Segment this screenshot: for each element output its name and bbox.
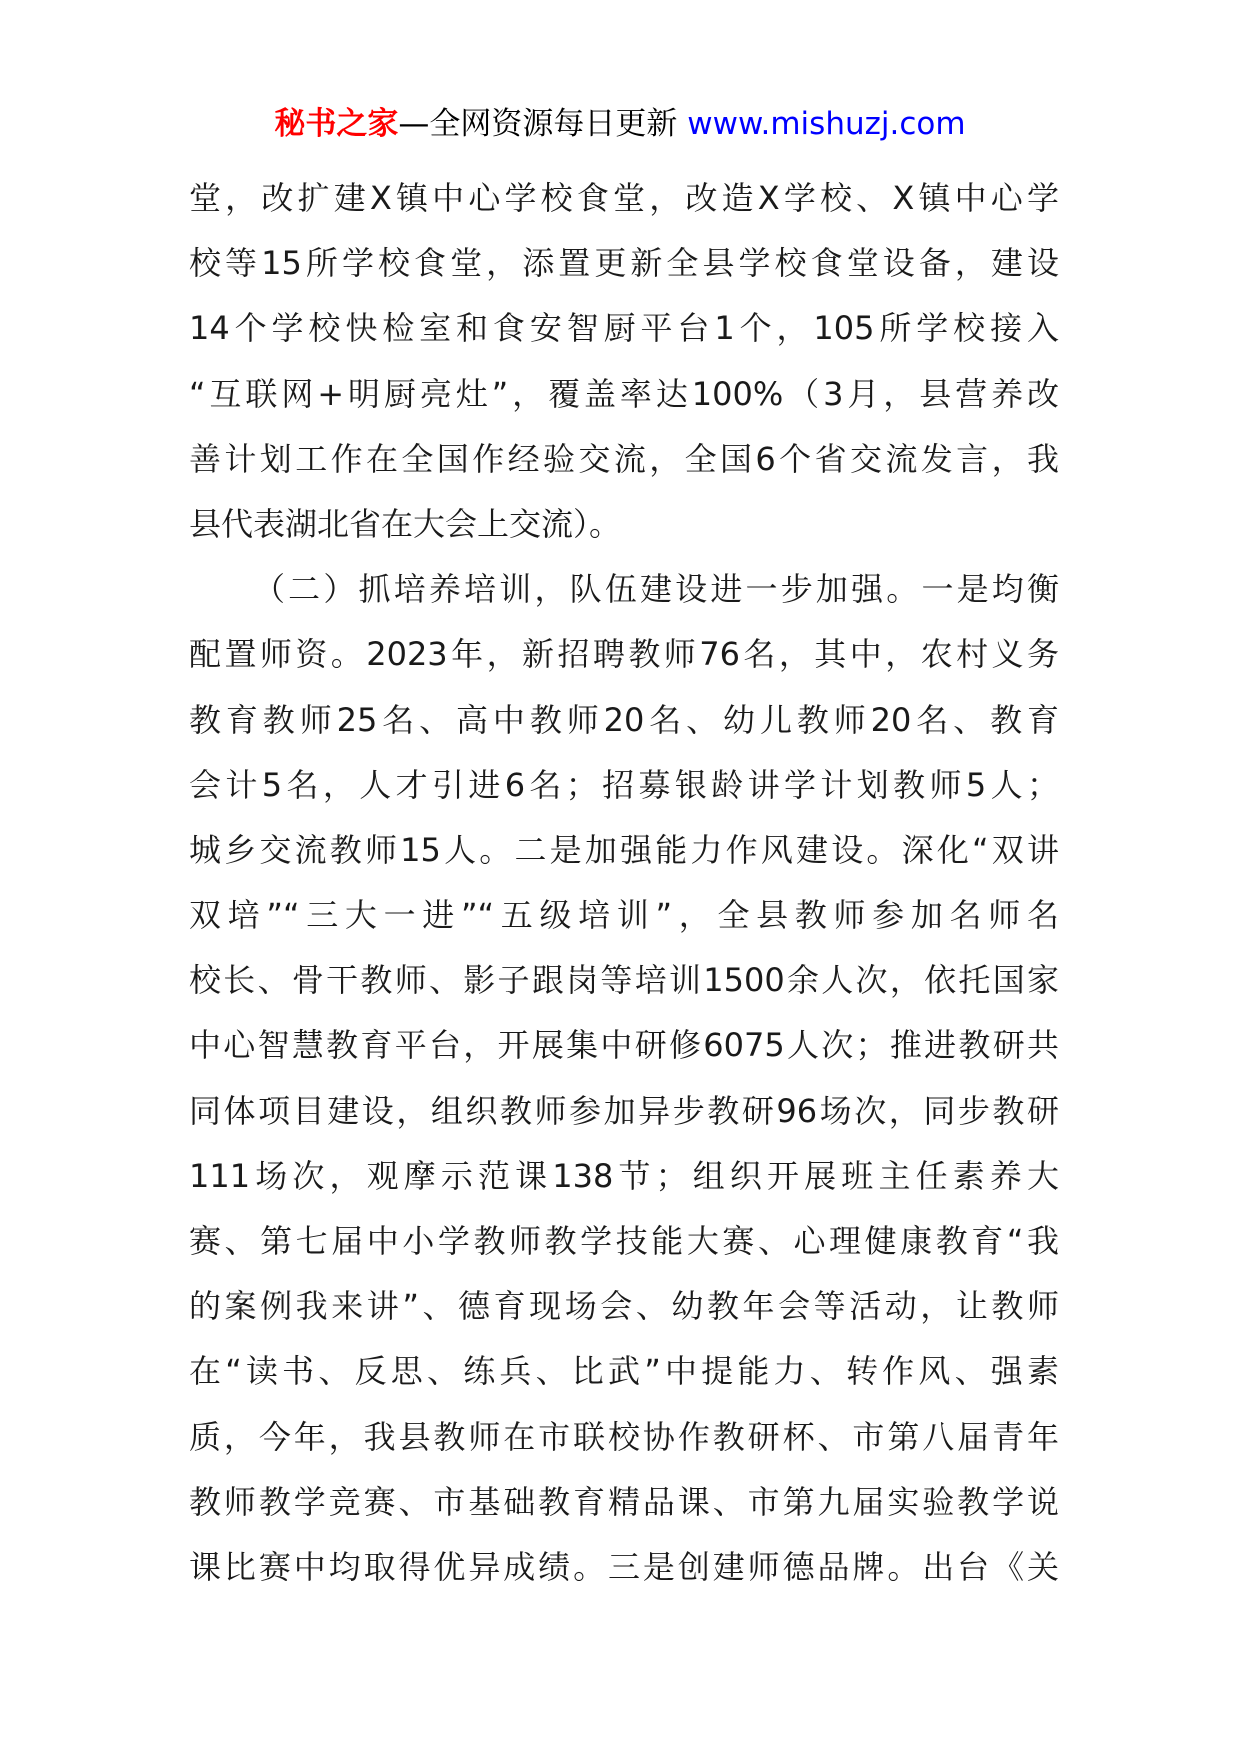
- text-line: 城乡交流教师15人。二是加强能力作风建设。深化“双讲: [189, 830, 1059, 869]
- text-line: 的案例我来讲”、德育现场会、幼教年会等活动，让教师: [189, 1287, 1059, 1326]
- text-line: 教师教学竞赛、市基础教育精品课、市第九届实验教学说: [189, 1482, 1059, 1521]
- text-line: 配置师资。2023年，新招聘教师76名，其中，农村义务: [189, 635, 1059, 674]
- text-line: 堂，改扩建X镇中心学校食堂，改造X学校、X镇中心学: [189, 179, 1059, 217]
- website-link[interactable]: www.mishuzj.com: [687, 106, 966, 142]
- text-line: 111场次，观摩示范课138节；组织开展班主任素养大: [189, 1156, 1059, 1195]
- text-line: 同体项目建设，组织教师参加异步教研96场次，同步教研: [189, 1091, 1059, 1130]
- page-header: [0, 102, 1240, 146]
- text-line: 赛、第七届中小学教师教学技能大赛、心理健康教育“我: [189, 1222, 1059, 1260]
- text-line: 中心智慧教育平台，开展集中研修6075人次；推进教研共: [189, 1026, 1059, 1065]
- text-line: 双培”“三大一进”“五级培训”，全县教师参加名师名: [189, 896, 1059, 935]
- text-line: 会计5名，人才引进6名；招募银龄讲学计划教师5人；: [189, 765, 1059, 804]
- text-line: 善计划工作在全国作经验交流，全国6个省交流发言，我: [189, 439, 1059, 478]
- text-line: 在“读书、反思、练兵、比武”中提能力、转作风、强素: [189, 1352, 1059, 1391]
- text-line: 课比赛中均取得优异成绩。三是创建师德品牌。出台《关: [189, 1547, 1059, 1586]
- document-body: [189, 166, 1059, 1600]
- paragraph-end-line: 县代表湖北省在大会上交流）。: [189, 504, 622, 543]
- text-line: 校等15所学校食堂，添置更新全县学校食堂设备，建设: [189, 244, 1059, 283]
- brand-name: 秘书之家: [274, 106, 399, 142]
- section-heading-line: （二）抓培养培训，队伍建设进一步加强。一是均衡: [253, 570, 1059, 609]
- text-line: 教育教师25名、高中教师20名、幼儿教师20名、教育: [189, 700, 1059, 739]
- text-line: 校长、骨干教师、影子跟岗等培训1500余人次，依托国家: [189, 961, 1059, 1000]
- header-tagline: —全网资源每日更新: [398, 106, 688, 142]
- text-line: 14个学校快检室和食安智厨平台1个，105所学校接入: [189, 309, 1059, 348]
- text-line: “互联网+明厨亮灶”，覆盖率达100%（3月，县营养改: [189, 374, 1059, 413]
- text-line: 质，今年，我县教师在市联校协作教研杯、市第八届青年: [189, 1417, 1059, 1456]
